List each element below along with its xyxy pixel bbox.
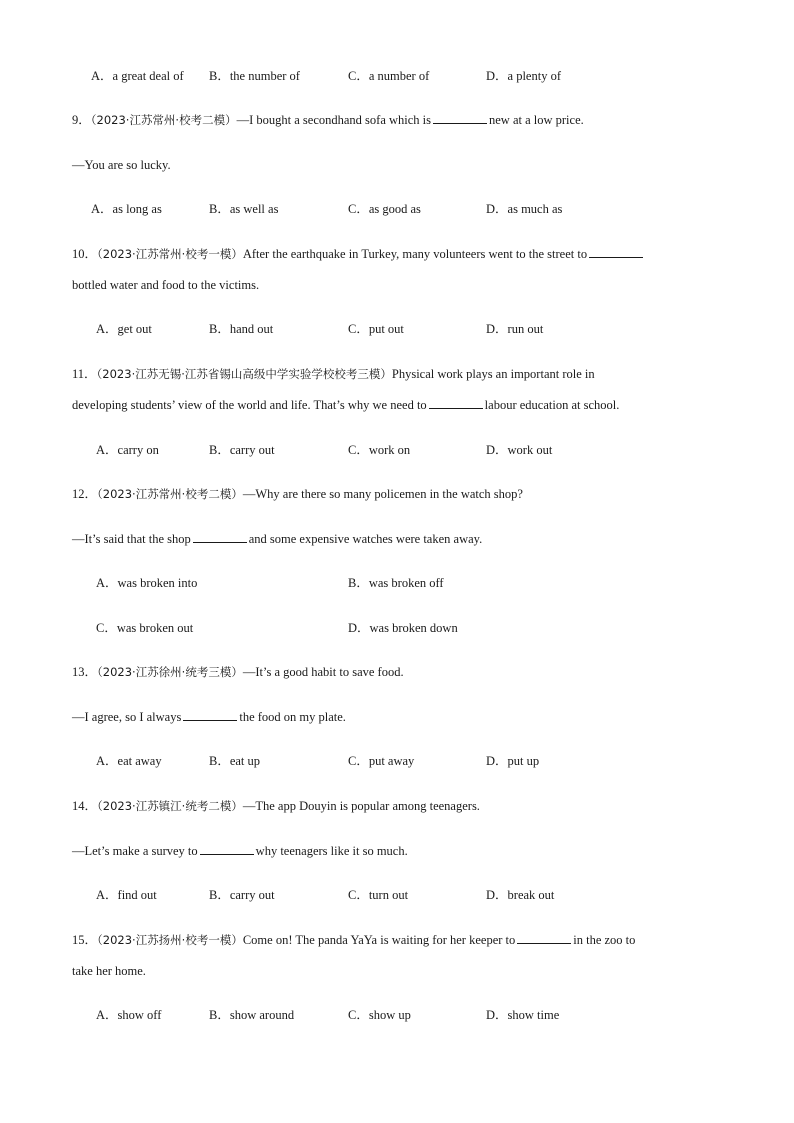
q11-option-d: D．work out [486,443,553,457]
q15-option-d: D．show time [486,1008,560,1022]
q15-options [0,1007,794,1023]
q10-option-c: C．put out [348,322,404,336]
q11-source: （2023·江苏无锡·江苏省锡山高级中学实验学校校考三模） [96,367,392,381]
q13-source: （2023·江苏徐州·统考三模） [97,665,243,679]
q15-line2: take her home. [72,964,146,978]
q14-blank [200,843,254,855]
q12-stem [72,486,734,502]
q14-option-a: A．find out [96,888,157,902]
q9-number: 9． [72,113,91,127]
q9-blank [433,112,487,124]
q13-number: 13． [72,665,98,679]
q13-stem [72,664,734,680]
q10-source: （2023·江苏常州·校考一模） [97,247,243,261]
q14-source: （2023·江苏镇江·统考二模） [97,799,243,813]
q12-line2 [72,531,734,547]
q8-option-c: C．a number of [348,69,430,83]
q9-option-a: A．as long as [91,202,162,216]
q11-line2-b: labour education at school. [484,398,620,412]
q11-number: 11． [72,367,97,381]
q13-options [0,753,794,769]
q11-blank [429,397,483,409]
q12-text-a: —Why are there so many policemen in the watch shop? [242,487,523,501]
q14-option-c: C．turn out [348,888,409,902]
q11-option-a: A．carry on [96,443,159,457]
q12-option-a: A．was broken into [96,576,198,590]
q10-stem [72,246,734,262]
q14-options [0,887,794,903]
q15-option-a: A．show off [96,1008,162,1022]
q8-option-d: D．a plenty of [486,69,561,83]
q10-options [0,321,794,337]
q9-text-a: —I bought a secondhand sofa which is [236,113,431,127]
q14-line2 [72,843,734,859]
q9-line2: —You are so lucky. [72,158,171,172]
q11-text-a: Physical work plays an important role in [391,367,595,381]
q8-options [0,68,794,84]
q13-option-c: C．put away [348,754,415,768]
q13-blank [183,709,237,721]
q13-option-d: D．put up [486,754,540,768]
q12-option-d: D．was broken down [348,621,458,635]
q10-line2: bottled water and food to the victims. [72,278,260,292]
q12-line2-a: —It’s said that the shop [72,532,191,546]
q14-text-a: —The app Douyin is popular among teenagers. [242,799,480,813]
q15-stem [72,932,734,948]
q10-blank [589,246,643,258]
q9-source: （2023·江苏常州·校考二模） [90,113,237,127]
q11-option-b: B．carry out [209,443,275,457]
q13-line2-b: the food on my plate. [239,710,346,724]
q8-option-a: A．a great deal of [91,69,184,83]
q12-blank [193,531,247,543]
q9-option-d: D．as much as [486,202,563,216]
q12-options-row1 [0,575,794,591]
q9-option-b: B．as well as [209,202,279,216]
q15-source: （2023·江苏扬州·校考一模） [97,933,243,947]
q13-option-a: A．eat away [96,754,162,768]
q10-number: 10． [72,247,98,261]
q12-source: （2023·江苏常州·校考二模） [97,487,243,501]
q12-options-row2 [0,620,794,636]
q14-line2-a: —Let’s make a survey to [72,844,198,858]
q13-line2 [72,709,734,725]
q11-line2 [72,397,734,413]
q11-stem [72,366,734,382]
q15-option-c: C．show up [348,1008,411,1022]
q9-text-b: new at a low price. [489,113,584,127]
q14-line2-b: why teenagers like it so much. [255,844,408,858]
q14-stem [72,798,734,814]
q11-option-c: C．work on [348,443,411,457]
q9-options [0,201,794,217]
q10-option-b: B．hand out [209,322,274,336]
q14-option-b: B．carry out [209,888,275,902]
q15-blank [517,932,571,944]
q9-stem [72,112,734,128]
q12-option-c: C．was broken out [96,621,194,635]
q11-line2-a: developing students’ view of the world and life. That’s why we need to [72,398,427,412]
q13-option-b: B．eat up [209,754,261,768]
q15-number: 15． [72,933,98,947]
q13-text-a: —It’s a good habit to save food. [242,665,404,679]
q8-option-b: B．the number of [209,69,300,83]
q10-option-d: D．run out [486,322,544,336]
q12-number: 12． [72,487,98,501]
q14-number: 14． [72,799,98,813]
q15-text-a: Come on! The panda YaYa is waiting for her keeper to [242,933,516,947]
q11-options [0,442,794,458]
q13-line2-a: —I agree, so I always [72,710,182,724]
q12-line2-b: and some expensive watches were taken away. [248,532,483,546]
q10-text-a: After the earthquake in Turkey, many volunteers went to the street to [242,247,588,261]
q9-option-c: C．as good as [348,202,421,216]
q15-text-b: in the zoo to [573,933,636,947]
q10-option-a: A．get out [96,322,152,336]
q12-option-b: B．was broken off [348,576,444,590]
q14-option-d: D．break out [486,888,555,902]
q15-option-b: B．show around [209,1008,295,1022]
